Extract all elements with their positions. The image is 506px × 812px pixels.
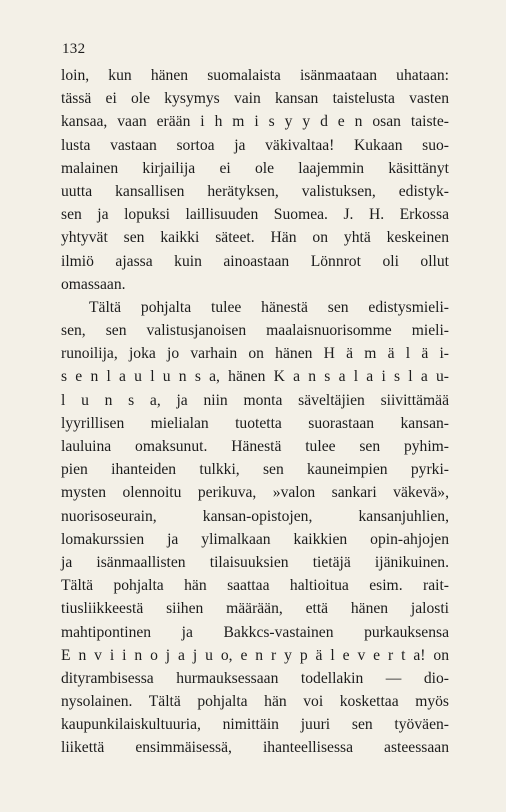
body-text xyxy=(61,64,449,760)
text-line: sen, sen valistusjanoisen maalaisnuorisomme mieli- xyxy=(61,322,449,340)
text-line: tiusliikkeestä siihen määrään, että hänen jalosti xyxy=(61,600,449,618)
text-line: malainen kirjailija ei ole laajemmin käsittänyt xyxy=(61,159,449,177)
text-line: lomakurssien ja ylimalkaan kaikkien opin-ahjojen xyxy=(61,530,449,548)
text-line: lauluina omaksunut. Hänestä tulee sen pyhim- xyxy=(61,438,449,455)
text-line: s e n l a u l u n s a, hänen K a n s a l a i s l a u- xyxy=(61,368,449,386)
text-line: mysten olennoitu perikuva, »valon sankari väkevä», xyxy=(61,484,449,502)
text-line: mahtipontinen ja Bakkcs-vastainen purkauksensa xyxy=(61,623,449,641)
text-line: kansaa, vaan erään i h m i s y y d e n osan taiste- xyxy=(61,113,449,131)
text-line: kaupunkilaiskultuuria, nimittäin juuri sen työväen- xyxy=(61,716,449,734)
text-line: ilmiö ajassa kuin ainoastaan Lönnrot oli ollut xyxy=(61,252,449,270)
text-line: tässä ei ole kysymys vain kansan taistelusta vasten xyxy=(61,90,449,108)
page-number: 132 xyxy=(62,41,86,57)
text-line: sen ja lopuksi laillisuuden Suomea. J. H. Erkossa xyxy=(61,206,449,224)
text-line: omassaan. xyxy=(61,275,126,293)
text-line: dityrambisessa hurmauksessaan todellakin — dio- xyxy=(61,669,449,687)
text-line: ja isänmaallisten tilaisuuksien tietäjä ijänikuinen. xyxy=(61,553,449,571)
text-line: loin, kun hänen suomalaista isänmaataan uhataan: xyxy=(61,67,449,84)
text-line: l u n s a, ja niin monta säveltäjien siivittämää xyxy=(61,391,449,409)
text-line: nuorisoseurain, kansan-opistojen, kansanjuhlien, xyxy=(61,507,449,525)
text-line: lyyrillisen mielialan tuotetta suorastaan kansan- xyxy=(61,414,449,432)
text-line: pien ihanteiden tulkki, sen kauneimpien pyrki- xyxy=(61,461,449,479)
text-line: Tältä pohjalta hän saattaa haltioitua esim. rait- xyxy=(61,577,449,595)
text-line: yhtyvät sen kaikki säteet. Hän on yhtä keskeinen xyxy=(61,229,449,247)
text-line: liikettä ensimmäisessä, ihanteellisessa asteessaan xyxy=(61,739,449,757)
text-line: lusta vastaan sortoa ja väkivaltaa! Kukaan suo- xyxy=(61,136,449,154)
text-line: runoilija, joka jo varhain on hänen H ä m ä l ä i- xyxy=(61,345,449,363)
text-line: uutta kansallisen herätyksen, valistuksen, edistyk- xyxy=(61,182,449,200)
text-line: nysolainen. Tältä pohjalta hän voi koskettaa myös xyxy=(61,693,449,711)
text-line: Tältä pohjalta tulee hänestä sen edistysmieli- xyxy=(89,298,449,316)
text-line: E n v i i n o j a j u o, e n r y p ä l e v e r t a! on xyxy=(61,646,449,664)
